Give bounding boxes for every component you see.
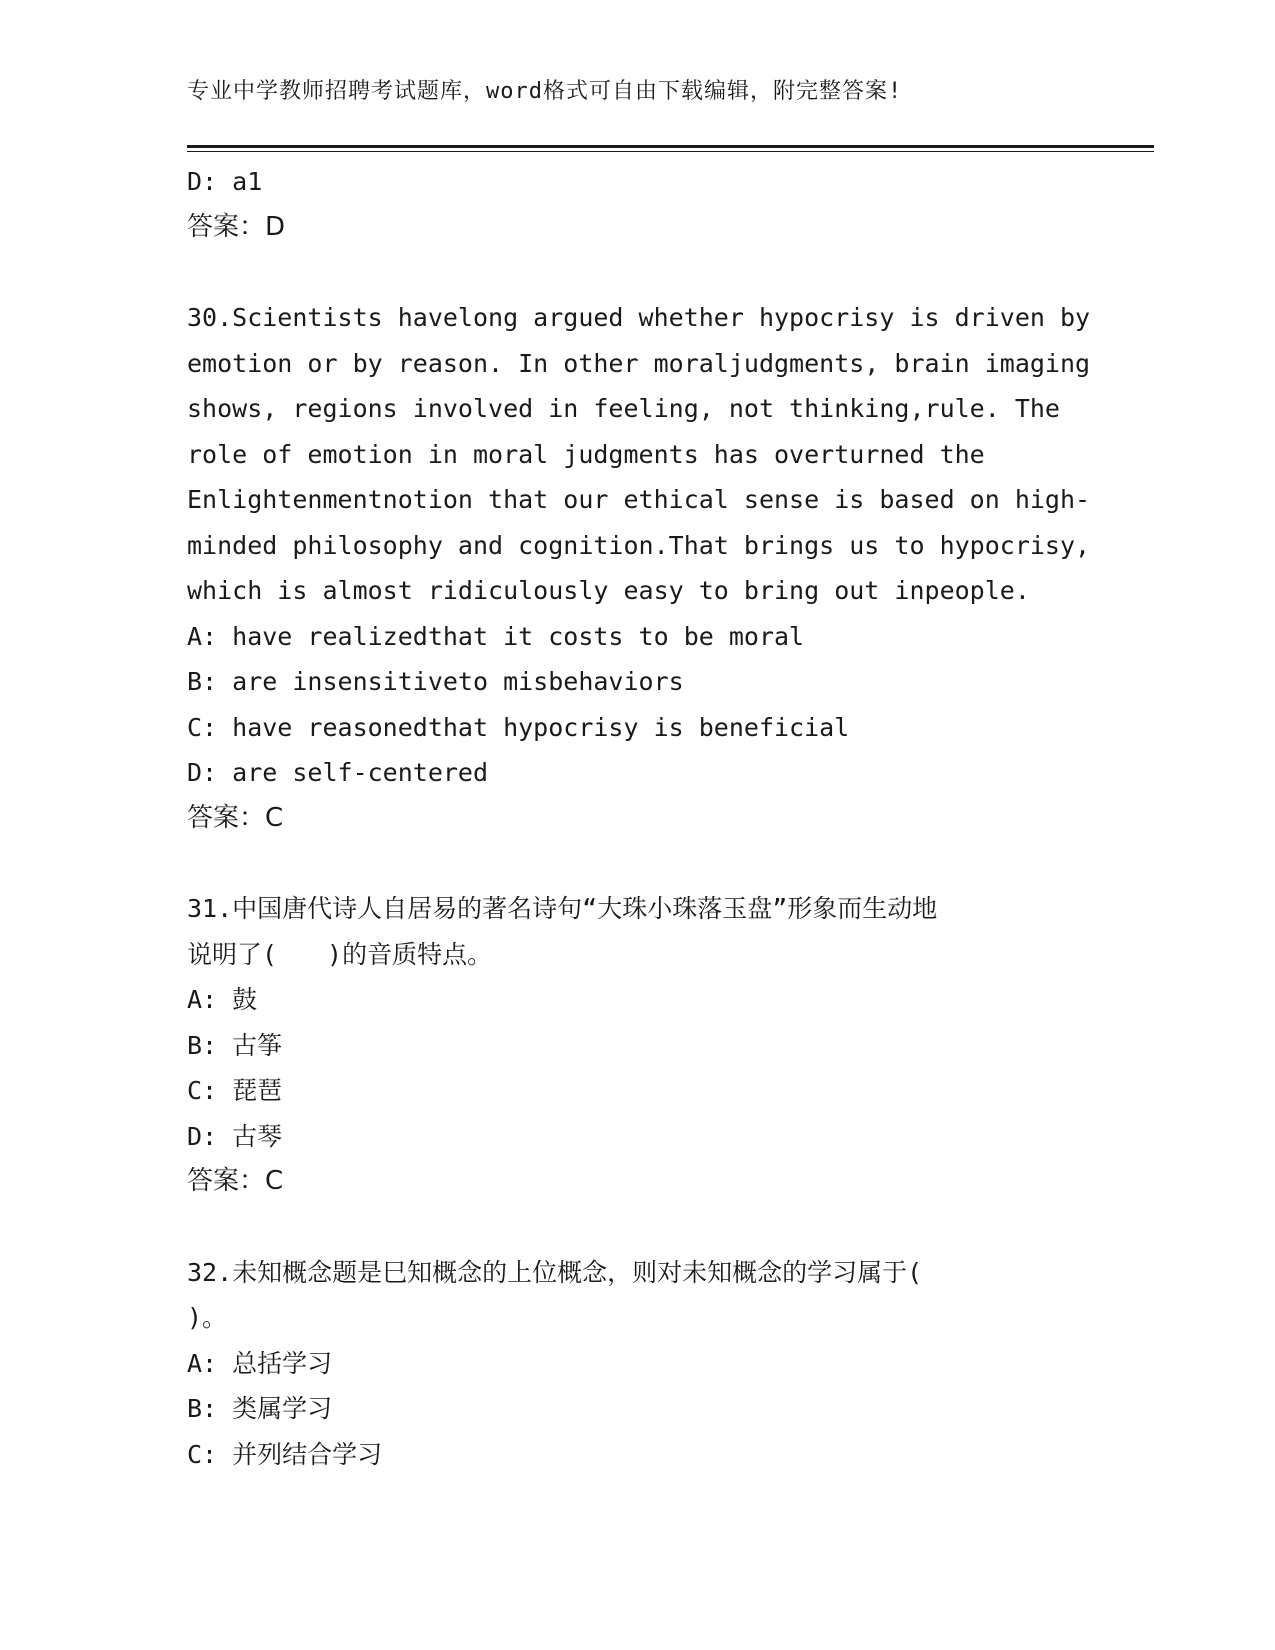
- option-c: C: have reasonedthat hypocrisy is beneficial: [187, 712, 850, 742]
- header-rule-thin: [187, 151, 1154, 152]
- question-stem-line: 31.中国唐代诗人自居易的著名诗句“大珠小珠落玉盘”形象而生动地: [187, 894, 938, 923]
- question-stem-line: role of emotion in moral judgments has overturned the: [187, 439, 985, 469]
- question-32: [187, 1250, 1087, 1478]
- question-stem-line: which is almost ridiculously easy to bring out inpeople.: [187, 576, 1030, 605]
- option-c: C: 并列结合学习: [187, 1439, 383, 1469]
- option-d: D: are self-centered: [187, 758, 489, 787]
- question-30: [187, 295, 1091, 841]
- document-body: [187, 159, 1091, 1477]
- question-stem-line: 说明了( )的音质特点。: [187, 939, 493, 969]
- question-29-tail: [187, 159, 1087, 250]
- answer: 答案：D: [187, 211, 286, 242]
- header-rule-thick: [187, 145, 1154, 148]
- question-stem-line: )。: [187, 1303, 228, 1332]
- answer: 答案：C: [187, 1166, 284, 1196]
- spacer: [187, 250, 1087, 295]
- answer: 答案：C: [187, 802, 284, 833]
- option-d: D: a1: [187, 167, 263, 196]
- question-stem-line: Enlightenmentnotion that our ethical sense is based on high-: [187, 485, 1091, 514]
- question-stem-line: emotion or by reason. In other moraljudgments, brain imaging: [187, 348, 1091, 378]
- question-stem-line: minded philosophy and cognition.That brings us to hypocrisy,: [187, 530, 1091, 560]
- option-b: B: 类属学习: [187, 1394, 333, 1423]
- option-a: A: have realizedthat it costs to be moral: [187, 621, 805, 651]
- page-header: 专业中学教师招聘考试题库，word格式可自由下载编辑，附完整答案!: [187, 79, 903, 104]
- option-b: B: are insensitiveto misbehaviors: [187, 667, 684, 696]
- option-c: C: 琵琶: [187, 1076, 283, 1105]
- option-a: A: 鼓: [187, 985, 258, 1014]
- spacer: [187, 841, 1087, 886]
- question-stem-line: 32.未知概念题是巳知概念的上位概念，则对未知概念的学习属于(: [187, 1257, 923, 1287]
- question-stem-line: 30.Scientists havelong argued whether hypocrisy is driven by: [187, 303, 1091, 332]
- option-d: D: 古琴: [187, 1121, 283, 1151]
- option-a: A: 总括学习: [187, 1348, 333, 1378]
- option-b: B: 古筝: [187, 1030, 283, 1060]
- question-stem-line: shows, regions involved in feeling, not thinking,rule. The: [187, 394, 1060, 423]
- question-31: [187, 886, 1087, 1205]
- spacer: [187, 1205, 1087, 1250]
